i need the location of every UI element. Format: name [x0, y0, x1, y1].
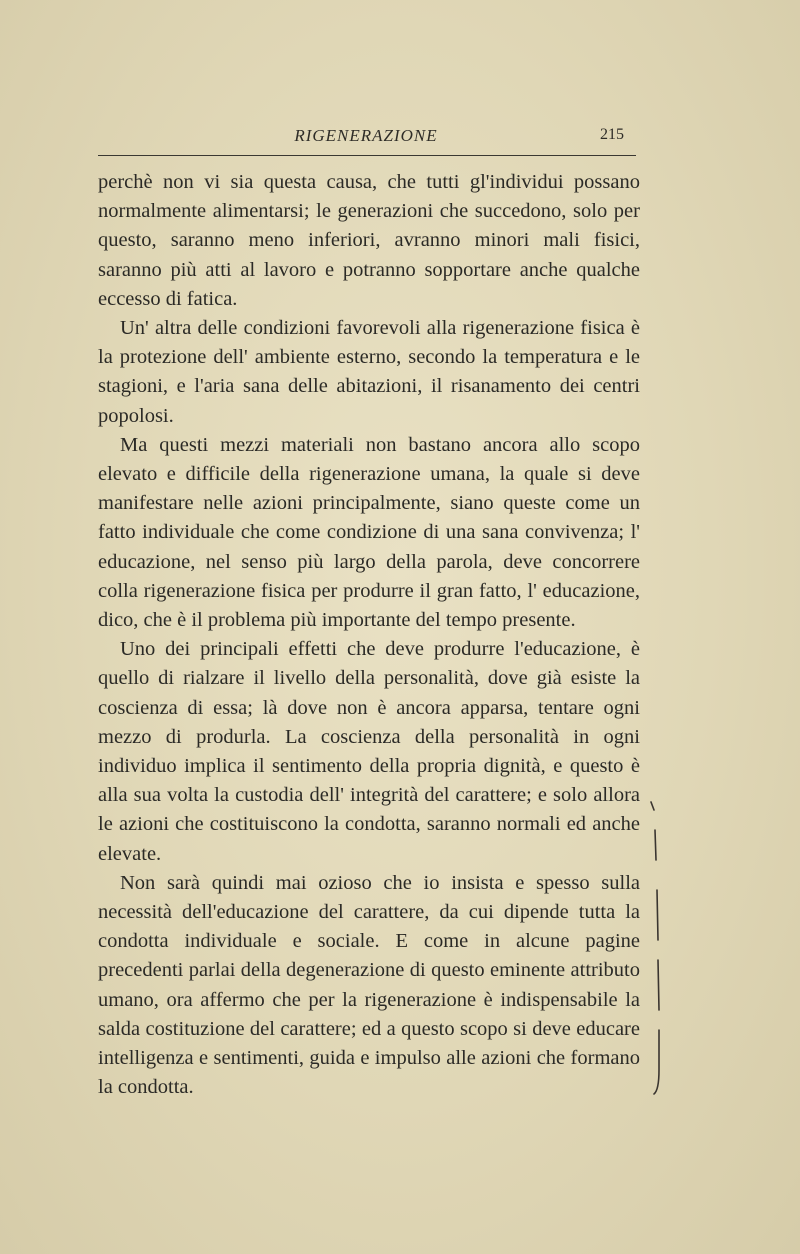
paragraph-3: Ma questi mezzi materiali non bastano ancora allo scopo elevato e difficile della rigenerazione umana, la quale si deve manifestare nelle azioni principalmente, siano queste come un fatto individuale che come condizione di una sana convivenza; l' educazione, nel senso più largo della parola, deve concorrere colla rigenerazione fisica per produrre il gran fatto, l' educazione, dico, che è il problema più importante del tempo presente. — [98, 433, 640, 632]
paragraph-1: perchè non vi sia questa causa, che tutti gl'individui possano normalmente alimentarsi; le generazioni che succedono, solo per questo, saranno meno inferiori, avranno minori mali fisici, saranno più atti al lavoro e potranno sopportare anche qualche eccesso di fatica. — [98, 171, 640, 310]
running-header — [96, 126, 636, 156]
running-title: RIGENERAZIONE — [294, 126, 438, 145]
paragraph-5: Non sarà quindi mai ozioso che io insista e spesso sulla necessità dell'educazione del carattere, da cui dipende tutta la condotta individuale e sociale. E come in alcune pagine precedenti parlai della degenerazione di questo eminente attributo umano, ora affermo che per la rigenerazione è indispensabile la salda costituzione del carattere; ed a questo scopo si deve educare intelligenza e sentimenti, guida e impulso alle azioni che formano la condotta. — [98, 871, 640, 1099]
body-text — [98, 168, 640, 1103]
margin-pencil-mark — [648, 800, 664, 1100]
paragraph-4: Uno dei principali effetti che deve produrre l'educazione, è quello di rialzare il livello della personalità, dove già esiste la coscienza di essa; là dove non è ancora apparsa, tentare ogni mezzo di produrla. La coscienza della personalità in ogni individuo implica il sentimento della propria dignità, e questo è alla sua volta la custodia dell' integrità del carattere; e solo allora le azioni che costituiscono la condotta, saranno normali ed anche elevate. — [98, 638, 640, 865]
header-rule — [98, 155, 636, 156]
paragraph-2: Un' altra delle condizioni favorevoli alla rigenerazione fisica è la protezione dell' ambiente esterno, secondo la temperatura e le stagioni, e l'aria sana delle abitazioni, il risanamento dei centri popolosi. — [98, 317, 640, 427]
page-number: 215 — [600, 126, 624, 143]
